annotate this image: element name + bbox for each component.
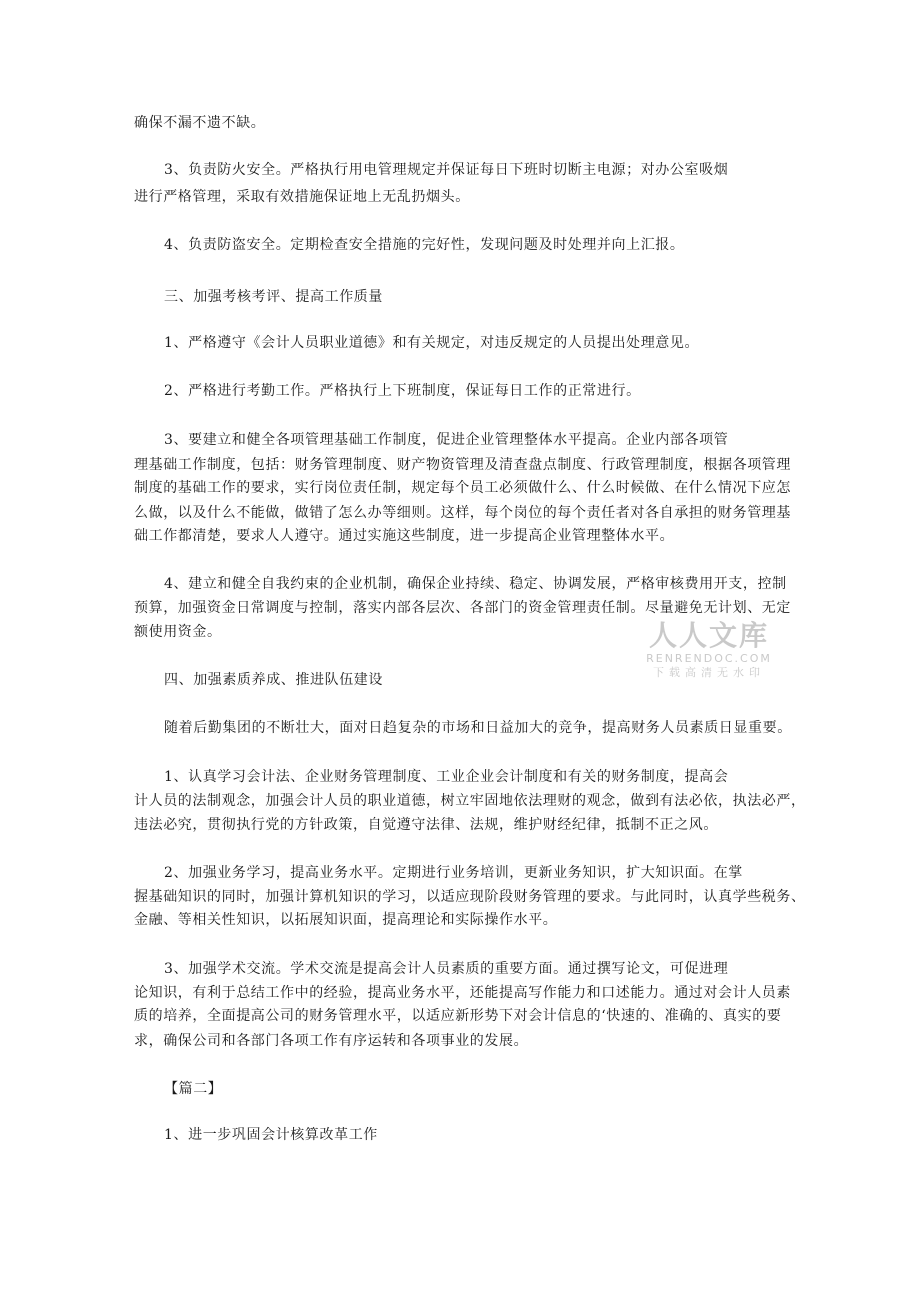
watermark-domain: RENRENDOC.COM bbox=[646, 652, 772, 665]
watermark-subtitle: 下载高清无水印 bbox=[653, 666, 765, 679]
text-line: 3、加强学术交流。学术交流是提高会计人员素质的重要方面。通过撰写论文，可促进理 bbox=[164, 961, 729, 977]
text-line: 额使用资金。 bbox=[134, 624, 222, 640]
text-line: 求，确保公司和各部门各项工作有序运转和各项事业的发展。 bbox=[134, 1033, 529, 1049]
text-line: 质的培养，全面提高公司的财务管理水平，以适应新形势下对会计信息的‘快速的、准确的、真实的要 bbox=[134, 1008, 782, 1024]
text-line: 进行严格管理，采取有效措施保证地上无乱扔烟头。 bbox=[134, 189, 470, 205]
section-marker: 【篇二】 bbox=[164, 1081, 223, 1097]
text-line: 论知识，有利于总结工作中的经验，提高业务水平，还能提高写作能力和口述能力。通过对会计人员素 bbox=[134, 985, 791, 1001]
text-line: 4、建立和健全自我约束的企业机制，确保企业持续、稳定、协调发展，严格审核费用开支，控制 bbox=[164, 576, 787, 592]
text-line: 么做，以及什么不能做，做错了怎么办等细则。这样，每个岗位的每个责任者对各自承担的财务管理基 bbox=[134, 505, 791, 521]
text-line: 随着后勤集团的不断壮大，面对日趋复杂的市场和日益加大的竞争，提高财务人员素质日显重要。 bbox=[164, 720, 792, 736]
text-line: 确保不漏不遗不缺。 bbox=[134, 115, 266, 131]
text-line: 2、加强业务学习，提高业务水平。定期进行业务培训，更新业务知识，扩大知识面。在掌 bbox=[164, 865, 743, 881]
text-line: 制度的基础工作的要求，实行岗位责任制，规定每个员工必须做什么、什么时候做、在什么情况下应怎 bbox=[134, 480, 791, 496]
text-line: 4、负责防盗安全。定期检查安全措施的完好性，发现问题及时处理并向上汇报。 bbox=[164, 237, 685, 253]
section-heading: 三、加强考核考评、提高工作质量 bbox=[164, 289, 383, 305]
text-line: 3、负责防火安全。严格执行用电管理规定并保证每日下班时切断主电源；对办公室吸烟 bbox=[164, 162, 729, 178]
text-line: 1、严格遵守《会计人员职业道德》和有关规定，对违反规定的人员提出处理意见。 bbox=[164, 335, 700, 351]
text-line: 违法必究，贯彻执行党的方针政策，自觉遵守法律、法规，维护财经纪律，抵制不正之风。 bbox=[134, 817, 718, 833]
text-line: 3、要建立和健全各项管理基础工作制度，促进企业管理整体水平提高。企业内部各项管 bbox=[164, 432, 729, 448]
text-line: 2、严格进行考勤工作。严格执行上下班制度，保证每日工作的正常进行。 bbox=[164, 383, 641, 399]
text-line: 计人员的法制观念，加强会计人员的职业道德，树立牢固地依法理财的观念，做到有法必依，执法必严， bbox=[134, 793, 806, 809]
text-line: 握基础知识的同时，加强计算机知识的学习，以适应现阶段财务管理的要求。与此同时，认真学些税务、 bbox=[134, 889, 806, 905]
text-line: 础工作都清楚，要求人人遵守。通过实施这些制度，进一步提高企业管理整体水平。 bbox=[134, 528, 675, 544]
text-line: 金融、等相关性知识，以拓展知识面，提高理论和实际操作水平。 bbox=[134, 912, 558, 928]
text-line: 理基础工作制度，包括：财务管理制度、财产物资管理及清查盘点制度、行政管理制度，根据各项管理 bbox=[134, 457, 791, 473]
watermark bbox=[646, 620, 772, 680]
text-line: 1、进一步巩固会计核算改革工作 bbox=[164, 1127, 378, 1143]
text-line: 预算，加强资金日常调度与控制，落实内部各层次、各部门的资金管理责任制。尽量避免无计划、无定 bbox=[134, 600, 791, 616]
watermark-title: 人人文库 bbox=[648, 619, 769, 652]
section-heading: 四、加强素质养成、推进队伍建设 bbox=[164, 672, 383, 688]
text-line: 1、认真学习会计法、企业财务管理制度、工业企业会计制度和有关的财务制度，提高会 bbox=[164, 769, 729, 785]
